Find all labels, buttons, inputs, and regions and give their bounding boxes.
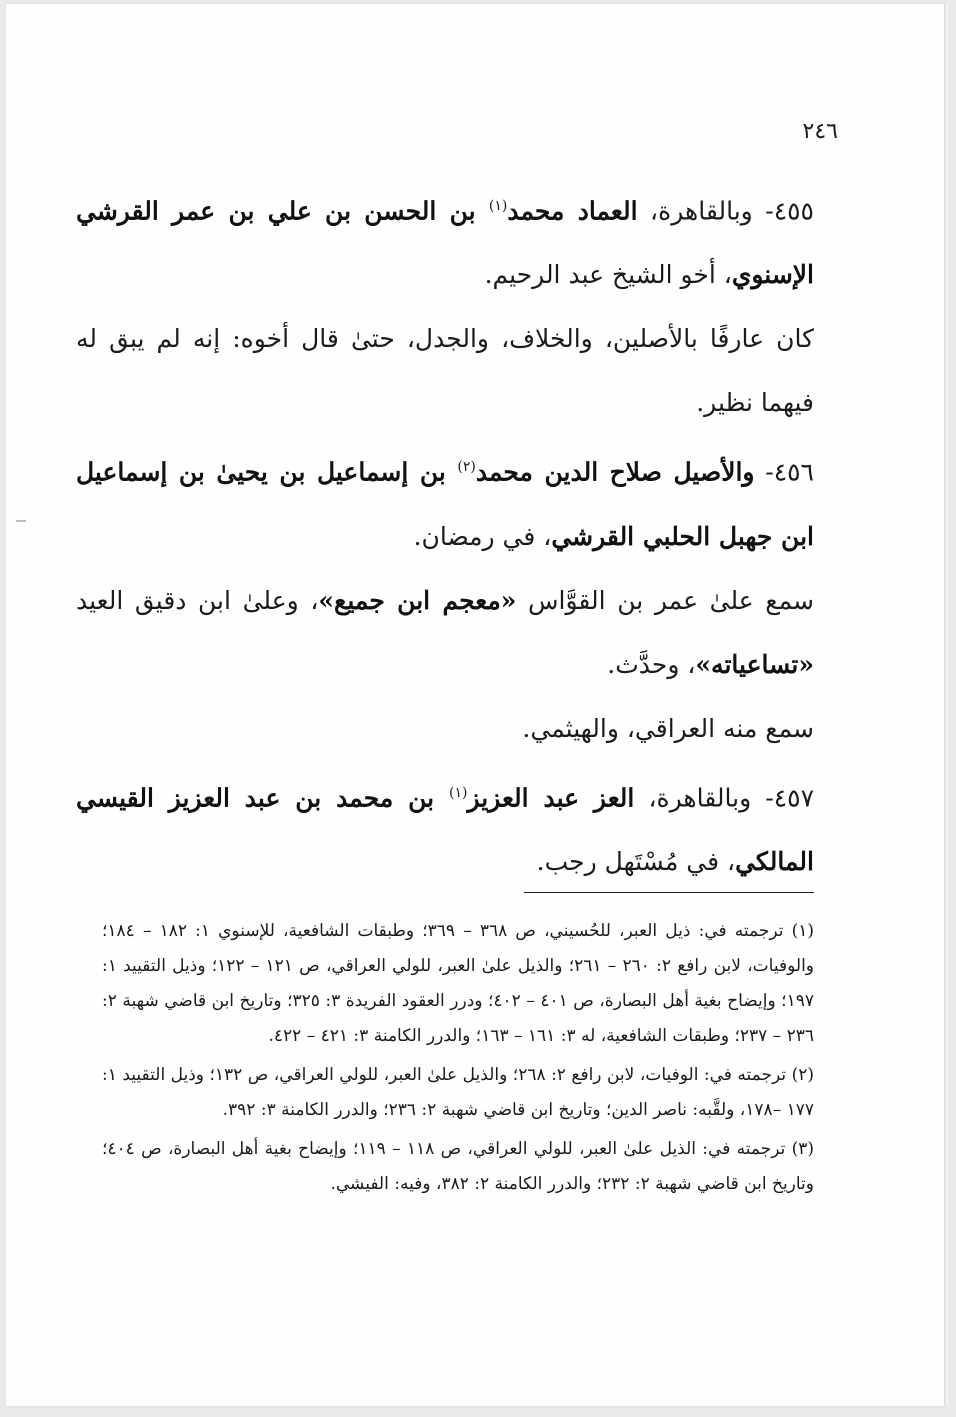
entry-456-name: والأصيل صلاح الدين محمد bbox=[475, 457, 755, 487]
entry-456-book-1: «معجم ابن جميع» bbox=[318, 585, 517, 615]
entry-456-number: ٤٥٦- bbox=[754, 457, 814, 487]
entry-455-lineage: بن الحسن بن علي بن عمر القرشي الإسنوي bbox=[76, 196, 814, 290]
footnote-3: (٣) ترجمته في: الذيل علىٰ العبر، للولي العراقي، ص ١١٨ – ١١٩؛ وإيضاح بغية أهل البصارة، ص ٤٠٤؛ وتاريخ ابن قاضي شهبة ٢: ٢٣٢؛ والدرر الكامنة ٢: ٣٨٢، وفيه: الفيشي. bbox=[102, 1139, 815, 1194]
entry-456-body-mid: ، وعلىٰ ابن دقيق العيد bbox=[76, 585, 319, 615]
footnote-2: (٢) ترجمته في: الوفيات، لابن رافع ٢: ٢٦٨؛ والذيل علىٰ العبر، للولي العراقي، ص ١٣٢؛ وذيل التقييد ١: ١٧٧ –١٧٨، ولقَّبه: ناصر الدين؛ وتاريخ ابن قاضي شهبة ٢: ٢٣٦؛ والدرر الكامنة ٣: ٣٩٢. bbox=[102, 1065, 814, 1120]
footnote-ref-1: (١) bbox=[488, 198, 508, 214]
entry-457-note: ، في مُسْتَهل رجب. bbox=[536, 846, 736, 876]
scan-mark bbox=[16, 520, 26, 522]
entry-455-number: ٤٥٥- وبالقاهرة، bbox=[637, 196, 814, 226]
entry-455-name: العماد محمد bbox=[507, 196, 638, 226]
main-text bbox=[76, 174, 814, 894]
footnote-ref-2: (٢) bbox=[457, 459, 476, 476]
entry-455-body: كان عارفًا بالأصلين، والخلاف، والجدل، حتىٰ قال أخوه: إنه لم يبق له فيهما نظير. bbox=[76, 324, 814, 418]
entry-455-note: ، أخو الشيخ عبد الرحيم. bbox=[484, 260, 732, 290]
entry-457-number: ٤٥٧- وبالقاهرة، bbox=[634, 782, 815, 812]
entry-456-body-lead: سمع علىٰ عمر بن القوَّاس bbox=[516, 585, 814, 615]
entry-456-book-2: «تساعياته» bbox=[695, 649, 814, 679]
entry-456-body-2: سمع منه العراقي، والهيثمي. bbox=[522, 713, 814, 743]
footnote-1: (١) ترجمته في: ذيل العبر، للحُسيني، ص ٣٦٨ – ٣٦٩؛ وطبقات الشافعية، للإسنوي ١: ١٨٢ – ١٨٤؛ والوفيات، لابن رافع ٢: ٢٦٠ – ٢٦١؛ والذيل علىٰ العبر، للولي العراقي، ص ١٢١ – ١٢٢؛ وذيل التقييد ١: ١٩٧؛ وإيضاح بغية أهل البصارة، ص ٤٠١ – ٤٠٢؛ ودرر العقود الفريدة ٣: ٣٢٥؛ وتاريخ ابن قاضي شهبة ٢: ٢٣٦ – ٢٣٧؛ وطبقات الشافعية، له ٣: ١٦١ – ١٦٣؛ والدرر الكامنة ٣: ٤٢١ – ٤٢٢. bbox=[102, 921, 814, 1046]
footnotes bbox=[102, 914, 814, 1206]
page-number: ٢٤٦ bbox=[802, 119, 838, 144]
book-page bbox=[6, 4, 944, 1406]
entry-457-name: العز عبد العزيز bbox=[467, 782, 635, 812]
entry-455-heading bbox=[76, 174, 814, 307]
entry-456-note: ، في رمضان. bbox=[413, 521, 552, 551]
entry-457-heading bbox=[76, 761, 814, 894]
footnote-divider bbox=[524, 892, 814, 893]
footnote-ref-3: (١) bbox=[448, 784, 468, 801]
entry-456-lineage: بن إسماعيل بن يحيىٰ بن إسماعيل ابن جهبل الحلبي القرشي bbox=[76, 457, 814, 551]
entry-456-body bbox=[76, 569, 814, 697]
entry-456-heading bbox=[76, 435, 814, 568]
entry-456-body-end: ، وحدَّث. bbox=[607, 649, 696, 679]
entry-457-lineage: بن محمد بن عبد العزيز القيسي المالكي bbox=[76, 782, 814, 876]
